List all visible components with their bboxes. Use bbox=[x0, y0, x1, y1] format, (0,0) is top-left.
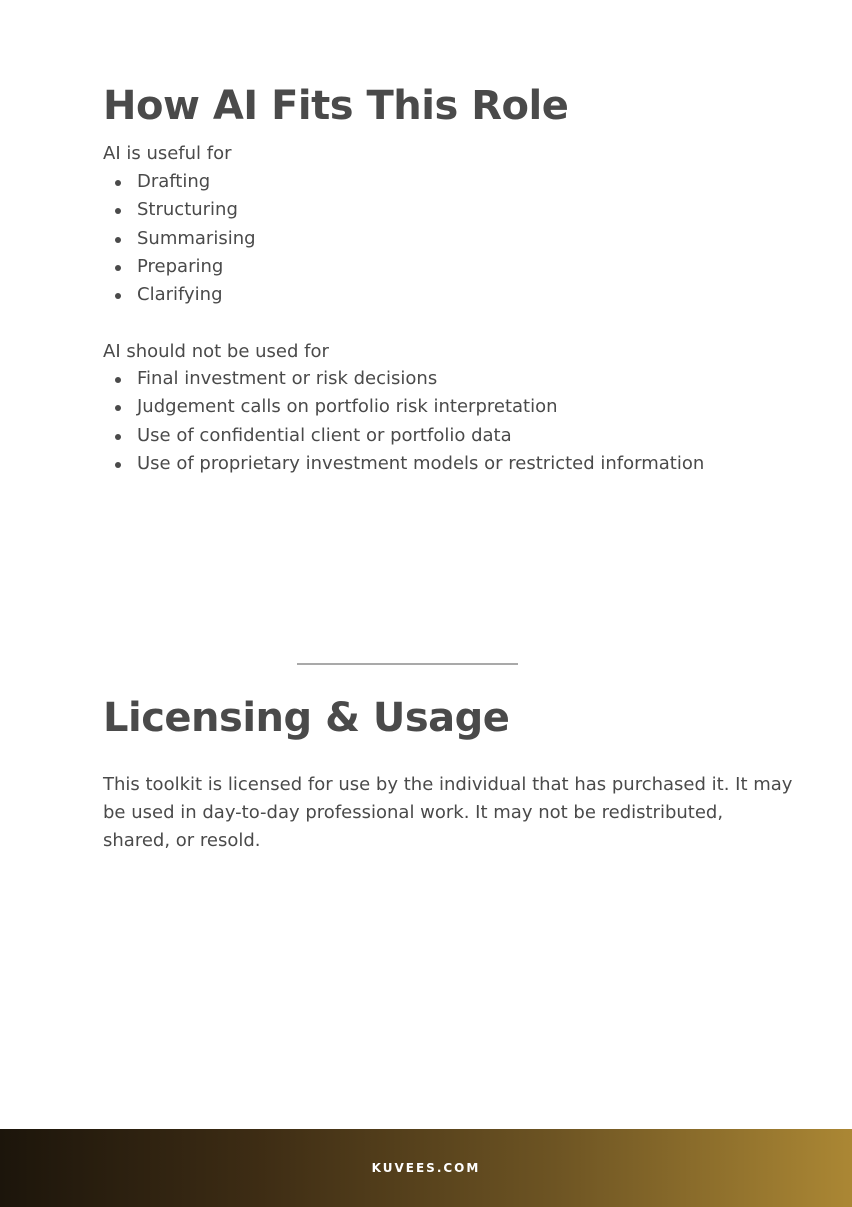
list-item-text: Use of proprietary investment models or restricted information bbox=[137, 452, 705, 474]
list-item bbox=[103, 365, 704, 393]
licensing-body: This toolkit is licensed for use by the individual that has purchased it. It may be used in day-to-day professional work. It may not be redistributed, shared, or resold. bbox=[103, 774, 793, 851]
ai-section-title: How AI Fits This Role bbox=[103, 83, 569, 129]
bullet-icon bbox=[115, 293, 121, 299]
footer-banner bbox=[0, 1129, 852, 1207]
list-item bbox=[103, 281, 256, 309]
list-item bbox=[103, 450, 704, 478]
bullet-icon bbox=[115, 208, 121, 214]
list-item bbox=[103, 422, 704, 450]
list-item bbox=[103, 253, 256, 281]
bullet-icon bbox=[115, 237, 121, 243]
list-item-text: Structuring bbox=[137, 199, 238, 221]
list-item-text: Drafting bbox=[137, 171, 211, 192]
bullet-icon bbox=[115, 434, 121, 440]
list-item-text: Judgement calls on portfolio risk interpretation bbox=[137, 396, 558, 418]
bullet-icon bbox=[115, 405, 121, 411]
licensing-section-title: Licensing & Usage bbox=[103, 695, 510, 741]
bullet-icon bbox=[115, 180, 121, 186]
list-item bbox=[103, 393, 704, 421]
not-for-list bbox=[103, 365, 704, 478]
not-for-label: AI should not be used for bbox=[103, 341, 329, 362]
list-item-text: Use of confidential client or portfolio data bbox=[137, 424, 512, 446]
bullet-icon bbox=[115, 462, 121, 468]
list-item-text: Final investment or risk decisions bbox=[137, 368, 438, 389]
list-item bbox=[103, 168, 256, 196]
useful-list bbox=[103, 168, 256, 309]
list-item-text: Summarising bbox=[137, 227, 256, 249]
section-divider bbox=[297, 663, 518, 665]
list-item-text: Preparing bbox=[137, 255, 224, 277]
list-item-text: Clarifying bbox=[137, 284, 223, 306]
list-item bbox=[103, 196, 256, 224]
bullet-icon bbox=[115, 265, 121, 271]
bullet-icon bbox=[115, 377, 121, 383]
useful-label: AI is useful for bbox=[103, 143, 232, 164]
list-item bbox=[103, 225, 256, 253]
footer-site-link[interactable]: KUVEES.COM bbox=[371, 1161, 481, 1175]
